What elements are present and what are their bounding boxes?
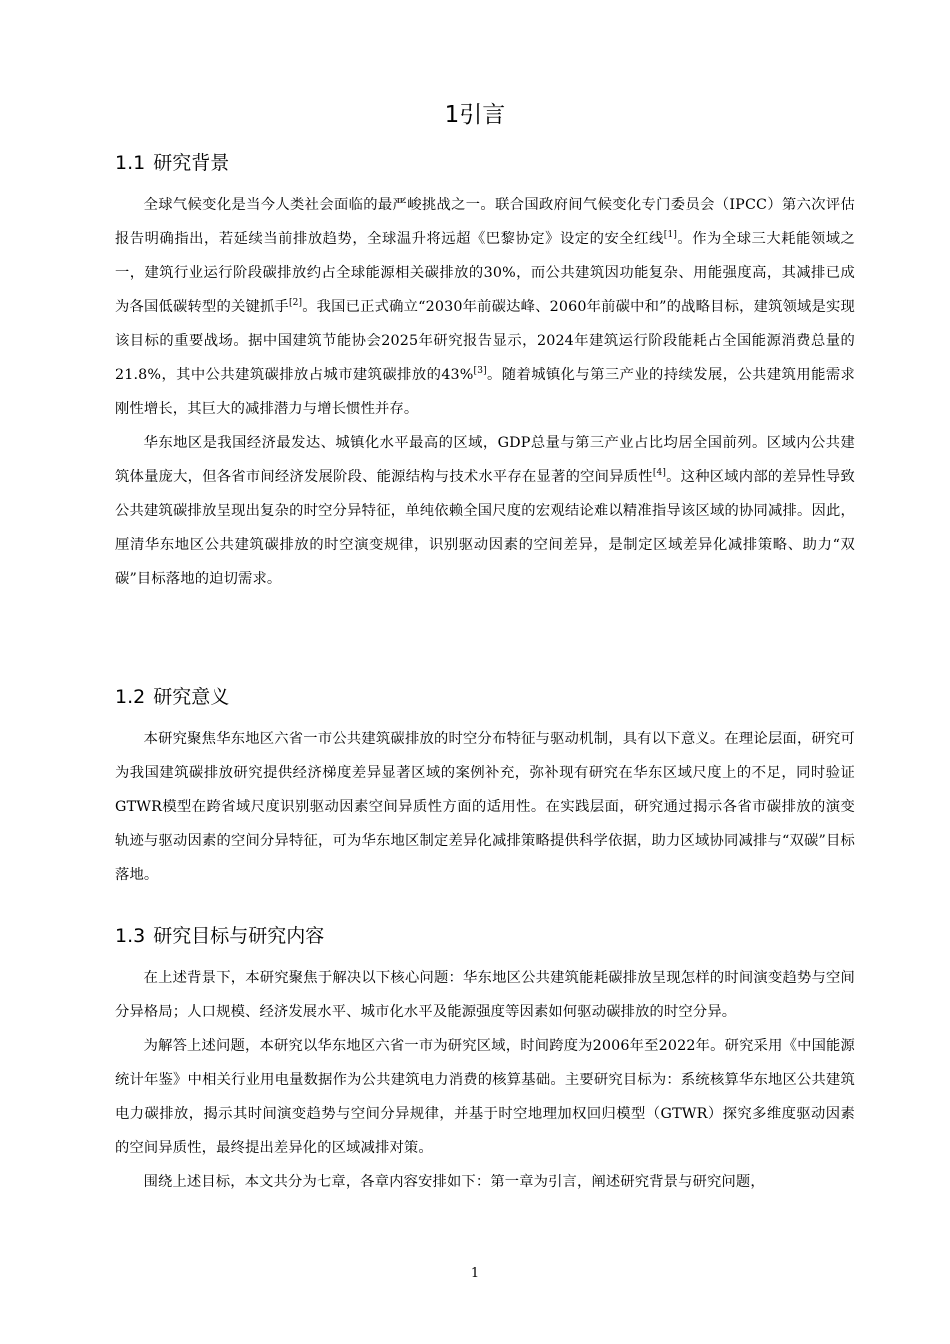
section-title: 研究意义 bbox=[153, 686, 230, 708]
section-number: 1.3 bbox=[115, 925, 146, 947]
paragraph-text: 。这种区域内部的差异性导致公共建筑碳排放呈现出复杂的时空分异特征，单纯依赖全国尺度的宏观结论难以精准指导该区域的协同减排。因此，厘清华东地区公共建筑碳排放的时空演变规律，识别驱动因素的空间差异，是制定区域差异化减排策略、助力“双碳”目标落地的迫切需求。 bbox=[115, 469, 855, 587]
paragraph bbox=[115, 188, 855, 426]
section-title: 研究背景 bbox=[153, 152, 230, 174]
page-number: 1 bbox=[470, 1266, 480, 1281]
paragraph-text: 全球气候变化是当今人类社会面临的最严峻挑战之一。联合国政府间气候变化专门委员会（IPCC）第六次评估报告明确指出，若延续当前排放趋势，全球温升将远超《巴黎协定》设定的安全红线 bbox=[115, 197, 855, 247]
paragraph-text: 。作为全球三大耗能领域之一，建筑行业运行阶段碳排放约占全球能源相关碳排放的30%，而公共建筑因功能复杂、用能强度高，其减排已成为各国低碳转型的关键抓手 bbox=[115, 231, 855, 315]
chapter-title: 1引言 bbox=[444, 102, 506, 128]
section-1-2 bbox=[115, 682, 855, 892]
paragraph bbox=[115, 722, 855, 892]
paragraph bbox=[115, 961, 855, 1029]
paragraph-text: 华东地区是我国经济最发达、城镇化水平最高的区域，GDP总量与第三产业占比均居全国前列。区域内公共建筑体量庞大，但各省市间经济发展阶段、能源结构与技术水平存在显著的空间异质性 bbox=[115, 435, 855, 485]
paragraph-text: 为解答上述问题，本研究以华东地区六省一市为研究区域，时间跨度为2006年至2022年。研究采用《中国能源统计年鉴》中相关行业用电量数据作为公共建筑电力消费的核算基础。主要研究目标为：系统核算华东地区公共建筑电力碳排放，揭示其时间演变趋势与空间分异规律，并基于时空地理加权回归模型（GTWR）探究多维度驱动因素的空间异质性，最终提出差异化的区域减排对策。 bbox=[115, 1038, 855, 1156]
paragraph-text: 围绕上述目标，本文共分为七章，各章内容安排如下：第一章为引言，阐述研究背景与研究问题， bbox=[143, 1174, 765, 1190]
paragraph-text: 。我国已正式确立“2030年前碳达峰、2060年前碳中和”的战略目标，建筑领域是实现该目标的重要战场。据中国建筑节能协会2025年研究报告显示，2024年建筑运行阶段能耗占全国能源消费总量的21.8%，其中公共建筑碳排放占城市建筑碳排放的43% bbox=[115, 299, 855, 383]
section-1-1 bbox=[115, 148, 855, 596]
section-number: 1.2 bbox=[115, 686, 146, 708]
citation-marker: [4] bbox=[652, 468, 667, 479]
paragraph bbox=[115, 426, 855, 596]
section-number: 1.1 bbox=[115, 152, 146, 174]
section-heading bbox=[115, 921, 855, 951]
paragraph-text: 在上述背景下，本研究聚焦于解决以下核心问题：华东地区公共建筑能耗碳排放呈现怎样的时间演变趋势与空间分异格局；人口规模、经济发展水平、城市化水平及能源强度等因素如何驱动碳排放的时空分异。 bbox=[115, 970, 855, 1020]
paragraph bbox=[115, 1165, 855, 1199]
citation-marker: [3] bbox=[473, 366, 487, 377]
citation-marker: [1] bbox=[663, 230, 677, 241]
paragraph-text: 本研究聚焦华东地区六省一市公共建筑碳排放的时空分布特征与驱动机制，具有以下意义。在理论层面，研究可为我国建筑碳排放研究提供经济梯度差异显著区域的案例补充，弥补现有研究在华东区域尺度上的不足，同时验证GTWR模型在跨省域尺度识别驱动因素空间异质性方面的适用性。在实践层面，研究通过揭示各省市碳排放的演变轨迹与驱动因素的空间分异特征，可为华东地区制定差异化减排策略提供科学依据，助力区域协同减排与“双碳”目标落地。 bbox=[115, 731, 855, 883]
paragraph bbox=[115, 1029, 855, 1165]
paragraph-text: 。随着城镇化与第三产业的持续发展，公共建筑用能需求刚性增长，其巨大的减排潜力与增长惯性并存。 bbox=[115, 367, 855, 417]
citation-marker: [2] bbox=[288, 298, 303, 309]
section-title: 研究目标与研究内容 bbox=[153, 925, 325, 947]
section-heading bbox=[115, 682, 855, 712]
section-heading bbox=[115, 148, 855, 178]
section-1-3 bbox=[115, 921, 855, 1199]
